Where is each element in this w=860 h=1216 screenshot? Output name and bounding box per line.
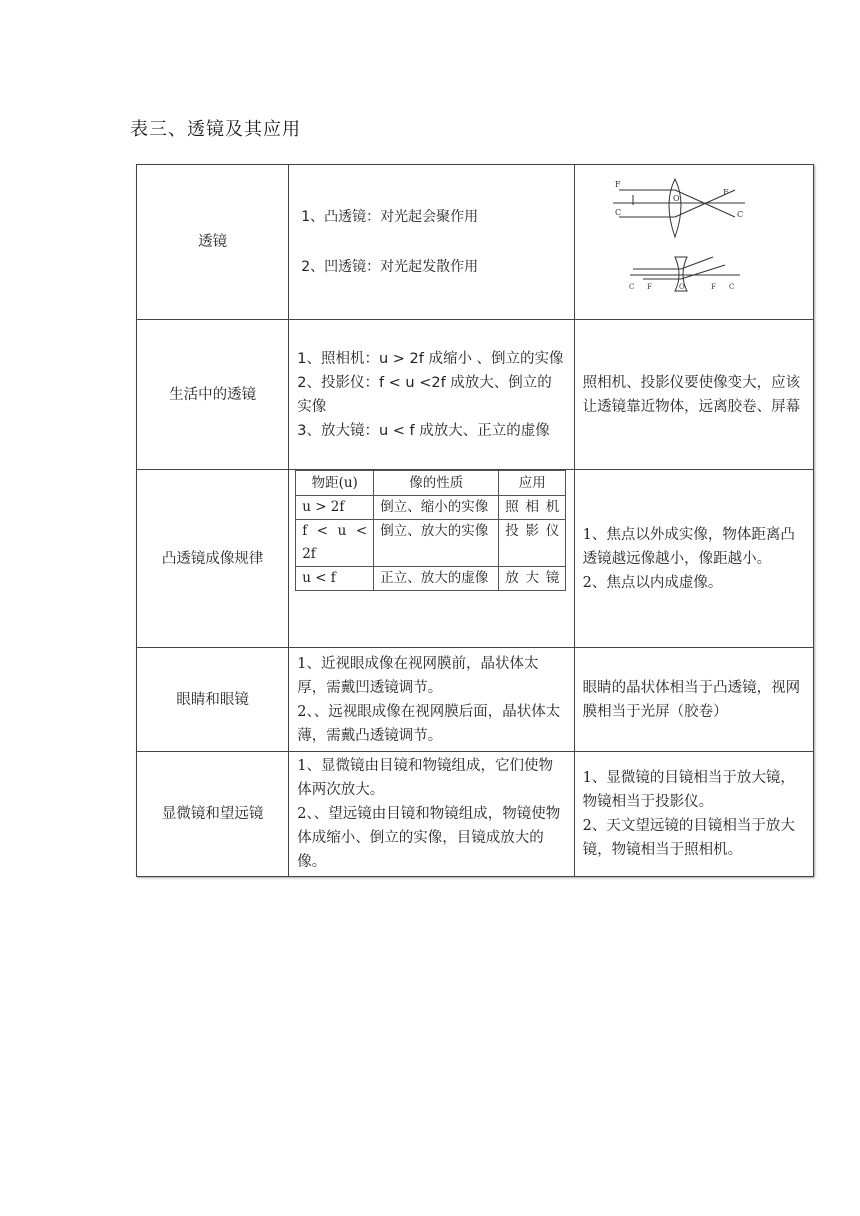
diagram-label: C bbox=[628, 283, 634, 291]
table-row bbox=[296, 520, 566, 567]
lens-ray-diagram bbox=[575, 165, 814, 311]
table-cell: f < u < 2f bbox=[296, 520, 374, 567]
table-row bbox=[296, 496, 566, 520]
imaging-rules-note bbox=[574, 470, 813, 648]
eyes-glasses-cell bbox=[289, 648, 574, 752]
lens-table bbox=[136, 164, 814, 877]
lens-types-cell bbox=[289, 165, 574, 320]
table-cell: 放 大 镜 bbox=[499, 567, 566, 591]
virtual-image-note: 2、焦点以内成虚像。 bbox=[582, 574, 723, 591]
row-label-imaging-rules: 凸透镜成像规律 bbox=[137, 470, 289, 648]
diagram-label: F bbox=[614, 180, 621, 189]
diagram-label: F bbox=[646, 283, 652, 291]
diagram-label: C bbox=[736, 210, 743, 219]
table-cell: 正立、放大的虚像 bbox=[374, 567, 499, 591]
table-cell: u > 2f bbox=[296, 496, 374, 520]
microscope-telescope-cell bbox=[289, 752, 574, 877]
concave-lens-text: 2、凹透镜：对光起发散作用 bbox=[301, 259, 479, 275]
diagram-label: C bbox=[614, 208, 621, 217]
table-cell: u < f bbox=[296, 567, 374, 591]
eyes-glasses-note: 眼睛的晶状体相当于凸透镜，视网膜相当于光屏（胶卷） bbox=[574, 648, 813, 752]
row-label-everyday-lenses: 生活中的透镜 bbox=[137, 320, 289, 470]
myopia-text: 1、近视眼成像在视网膜前，晶状体太厚，需戴凹透镜调节。 bbox=[297, 655, 539, 696]
diagram-label: O bbox=[678, 283, 685, 291]
table-row bbox=[137, 752, 814, 877]
table-cell: 倒立、放大的实像 bbox=[374, 520, 499, 567]
microscope-note: 1、显微镜的目镜相当于放大镜，物镜相当于投影仪。 bbox=[582, 770, 795, 810]
everyday-lenses-note: 照相机、投影仪要使像变大，应该让透镜靠近物体，远离胶卷、屏幕 bbox=[574, 320, 813, 470]
row-label-eyes-glasses: 眼睛和眼镜 bbox=[137, 648, 289, 752]
hyperopia-text: 2、、远视眼成像在视网膜后面，晶状体太薄，需戴凸透镜调节。 bbox=[297, 703, 561, 744]
telescope-text: 2、、望远镜由目镜和物镜组成，物镜使物体成缩小、倒立的实像，目镜成放大的像。 bbox=[297, 806, 561, 870]
camera-text: 1、照相机：u > 2f 成缩小 、倒立的实像 bbox=[297, 350, 564, 367]
projector-text: 2、投影仪：f < u <2f 成放大、倒立的实像 bbox=[297, 374, 552, 415]
table-row bbox=[137, 648, 814, 752]
everyday-lenses-cell bbox=[289, 320, 574, 470]
microscope-text: 1、显微镜由目镜和物镜组成，它们使物体两次放大。 bbox=[297, 758, 553, 798]
diagram-label: F bbox=[722, 188, 729, 197]
diagram-label: C bbox=[728, 283, 734, 291]
table-row bbox=[137, 165, 814, 320]
lens-diagram-cell bbox=[574, 165, 813, 320]
table-cell: 倒立、缩小的实像 bbox=[374, 496, 499, 520]
column-header-image-nature: 像的性质 bbox=[374, 471, 499, 496]
row-label-microscope-telescope: 显微镜和望远镜 bbox=[137, 752, 289, 877]
column-header-application: 应用 bbox=[499, 471, 566, 496]
page-title: 表三、透镜及其应用 bbox=[130, 119, 301, 140]
table-row bbox=[137, 320, 814, 470]
table-cell: 投 影 仪 bbox=[499, 520, 566, 567]
diagram-label: F bbox=[710, 283, 716, 291]
row-label-lens: 透镜 bbox=[137, 165, 289, 320]
table-row bbox=[137, 470, 814, 648]
convex-lens-text: 1、凸透镜：对光起会聚作用 bbox=[301, 209, 479, 225]
table-cell: 照 相 机 bbox=[499, 496, 566, 520]
telescope-note: 2、天文望远镜的目镜相当于放大镜，物镜相当于照相机。 bbox=[582, 818, 795, 858]
imaging-rules-cell bbox=[289, 470, 574, 648]
real-image-note: 1、焦点以外成实像，物体距离凸透镜越远像越小，像距越小。 bbox=[582, 526, 795, 567]
magnifier-text: 3、放大镜：u < f 成放大、正立的虚像 bbox=[297, 422, 550, 439]
microscope-telescope-note bbox=[574, 752, 813, 877]
diagram-label: O bbox=[672, 194, 680, 203]
table-row bbox=[296, 567, 566, 591]
imaging-rules-table bbox=[295, 470, 566, 591]
column-header-object-distance: 物距(u) bbox=[296, 471, 374, 496]
